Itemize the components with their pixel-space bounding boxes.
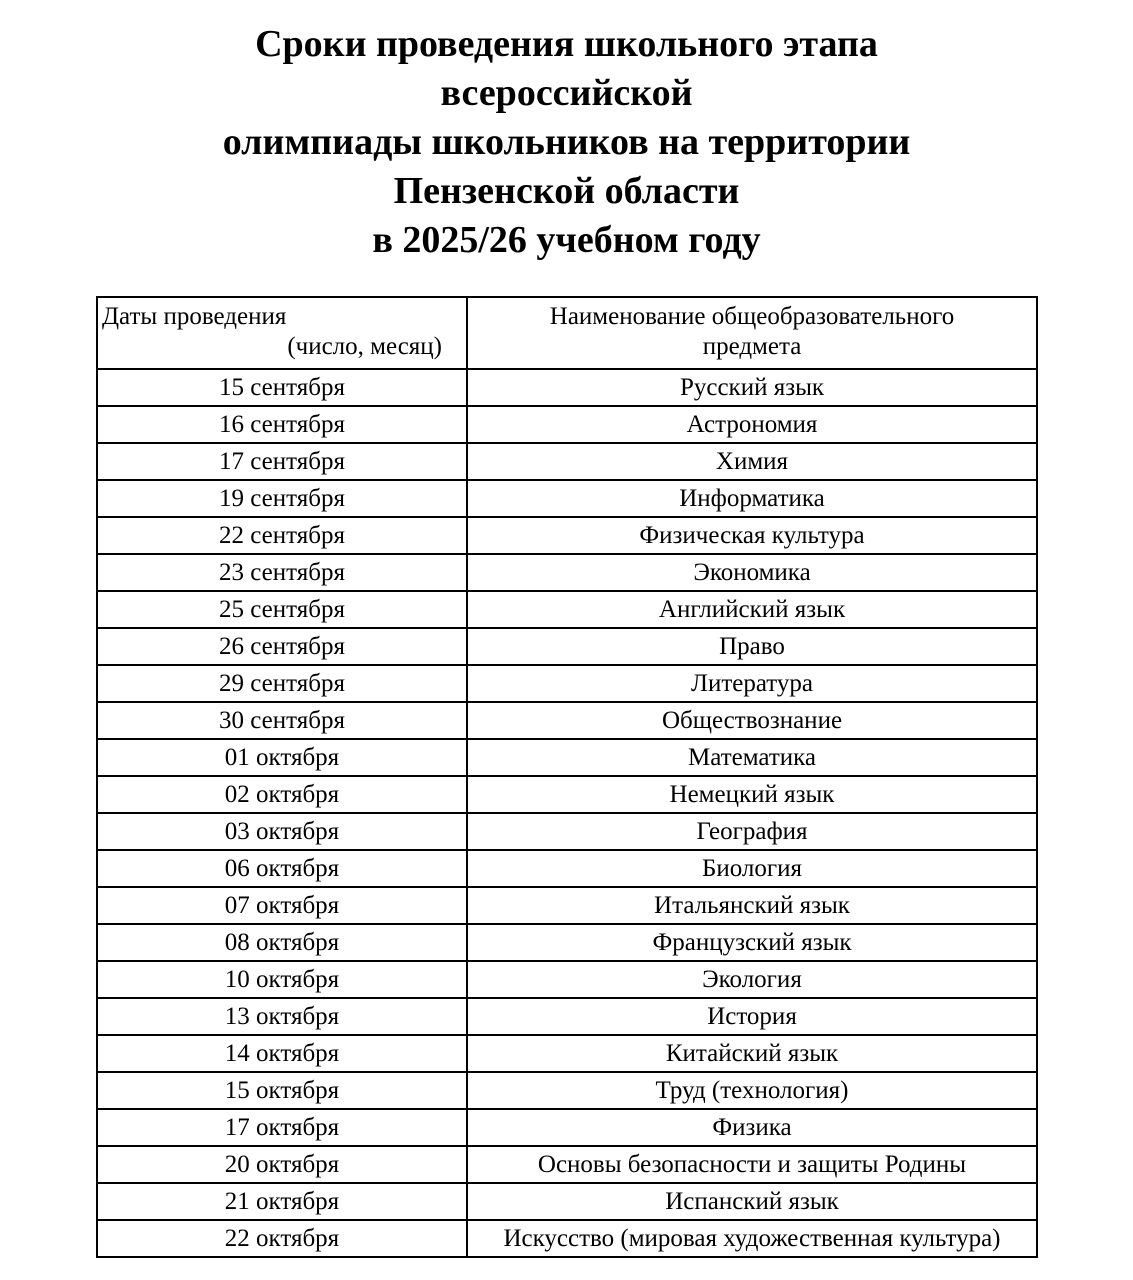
table-row: [97, 1072, 1037, 1109]
row-subject: География: [467, 813, 1037, 850]
row-date: 03 октября: [97, 813, 467, 850]
row-date: 17 сентября: [97, 443, 467, 480]
header-subject-column: [467, 297, 1037, 369]
row-date: 10 октября: [97, 961, 467, 998]
table-row: [97, 554, 1037, 591]
table-row: [97, 702, 1037, 739]
row-subject: Обществознание: [467, 702, 1037, 739]
table-row: [97, 998, 1037, 1035]
row-date: 23 сентября: [97, 554, 467, 591]
row-subject: Экология: [467, 961, 1037, 998]
row-date: 16 сентября: [97, 406, 467, 443]
table-row: [97, 961, 1037, 998]
row-subject: Право: [467, 628, 1037, 665]
table-row: [97, 1146, 1037, 1183]
table-row: [97, 517, 1037, 554]
table-row: [97, 1035, 1037, 1072]
row-subject: Информатика: [467, 480, 1037, 517]
row-date: 14 октября: [97, 1035, 467, 1072]
row-date: 20 октября: [97, 1146, 467, 1183]
row-date: 02 октября: [97, 776, 467, 813]
row-date: 07 октября: [97, 887, 467, 924]
row-date: 22 сентября: [97, 517, 467, 554]
row-subject: Физическая культура: [467, 517, 1037, 554]
row-subject: Экономика: [467, 554, 1037, 591]
table-row: [97, 443, 1037, 480]
table-row: [97, 628, 1037, 665]
row-date: 22 октября: [97, 1220, 467, 1257]
table-row: [97, 1183, 1037, 1220]
row-subject: Немецкий язык: [467, 776, 1037, 813]
row-date: 30 сентября: [97, 702, 467, 739]
row-subject: Искусство (мировая художественная культура): [467, 1220, 1037, 1257]
row-subject: Труд (технология): [467, 1072, 1037, 1109]
header-date-label: Даты проведения: [102, 303, 287, 330]
table-row: [97, 591, 1037, 628]
table-row: [97, 739, 1037, 776]
row-subject: Испанский язык: [467, 1183, 1037, 1220]
row-date: 29 сентября: [97, 665, 467, 702]
row-subject: Химия: [467, 443, 1037, 480]
header-subject-sublabel: предмета: [702, 333, 802, 360]
table-row: [97, 369, 1037, 406]
row-subject: Астрономия: [467, 406, 1037, 443]
table-row: [97, 665, 1037, 702]
row-subject: Биология: [467, 850, 1037, 887]
row-subject: Китайский язык: [467, 1035, 1037, 1072]
table-row: [97, 406, 1037, 443]
table-row: [97, 776, 1037, 813]
title-line: Пензенской области: [393, 170, 740, 212]
row-date: 06 октября: [97, 850, 467, 887]
row-subject: Математика: [467, 739, 1037, 776]
table-header-row: [97, 297, 1037, 369]
table-body: [97, 369, 1037, 1257]
title-line: всероссийской: [440, 72, 693, 114]
row-date: 08 октября: [97, 924, 467, 961]
row-date: 19 сентября: [97, 480, 467, 517]
table-row: [97, 813, 1037, 850]
row-subject: Французский язык: [467, 924, 1037, 961]
title-line: в 2025/26 учебном году: [372, 219, 761, 261]
table-row: [97, 1109, 1037, 1146]
header-date-column: [97, 297, 467, 369]
olympiad-schedule-table: [96, 296, 1038, 1258]
table-row: [97, 924, 1037, 961]
row-subject: Литература: [467, 665, 1037, 702]
row-date: 15 сентября: [97, 369, 467, 406]
row-subject: Английский язык: [467, 591, 1037, 628]
title-line: Сроки проведения школьного этапа: [255, 23, 878, 65]
row-subject: Русский язык: [467, 369, 1037, 406]
table-row: [97, 850, 1037, 887]
row-date: 25 сентября: [97, 591, 467, 628]
row-date: 21 октября: [97, 1183, 467, 1220]
title-line: олимпиады школьников на территории: [222, 121, 911, 163]
row-date: 26 сентября: [97, 628, 467, 665]
header-subject-label: Наименование общеобразовательного: [549, 303, 955, 330]
row-subject: Основы безопасности и защиты Родины: [467, 1146, 1037, 1183]
table-row: [97, 480, 1037, 517]
table-row: [97, 887, 1037, 924]
row-date: 15 октября: [97, 1072, 467, 1109]
row-subject: Итальянский язык: [467, 887, 1037, 924]
row-date: 01 октября: [97, 739, 467, 776]
header-date-sublabel: (число, месяц): [287, 333, 442, 360]
row-subject: История: [467, 998, 1037, 1035]
table-row: [97, 1220, 1037, 1257]
document-title: [0, 20, 1133, 265]
row-date: 17 октября: [97, 1109, 467, 1146]
row-subject: Физика: [467, 1109, 1037, 1146]
row-date: 13 октября: [97, 998, 467, 1035]
